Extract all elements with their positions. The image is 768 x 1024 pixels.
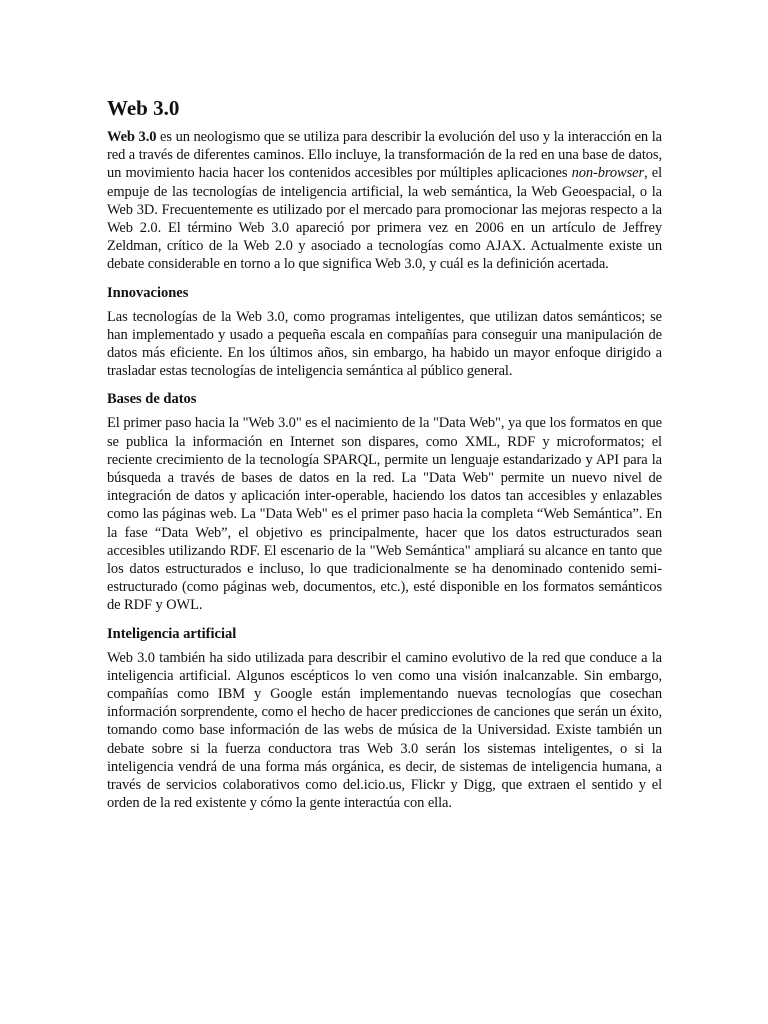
section-body-inteligencia-artificial: Web 3.0 también ha sido utilizada para describir el camino evolutivo de la red que conduce a la inteligencia artificial. Algunos escépticos lo ven como una visión inalcanzable. Sin embargo, compañías como IBM y Google están implementando nuevas tecnologías que cosechan información sorprendente, como el hecho de hacer predicciones de canciones que serán un éxito, tomando como base información de las webs de música de la Universidad. Existe también un debate sobre si la fuerza conductora tras Web 3.0 serán los sistemas inteligentes, o si la inteligencia vendrá de una forma más orgánica, es decir, de sistemas de inteligencia humana, a través de servicios colaborativos como del.icio.us, Flickr y Digg, que extraen el sentido y el orden de la red existente y cómo la gente interactúa con ella. — [107, 649, 662, 812]
intro-paragraph — [107, 128, 662, 274]
section-heading-bases-de-datos: Bases de datos — [107, 391, 197, 408]
section-body-bases-de-datos: El primer paso hacia la "Web 3.0" es el nacimiento de la "Data Web", ya que los formatos en que se publica la información en Internet son dispares, como XML, RDF y microformatos; el reciente crecimiento de la tecnología SPARQL, permite un lenguaje estandarizado y API para la búsqueda a través de bases de datos en la red. La "Data Web" permite un nuevo nivel de integración de datos y aplicación inter-operable, haciendo los datos tan accesibles y enlazables como las páginas web. La "Data Web" es el primer paso hacia la completa “Web Semántica”. En la fase “Data Web”, el objetivo es principalmente, hacer que los datos estructurados sean accesibles utilizando RDF. El escenario de la "Web Semántica" ampliará su alcance en tanto que los datos estructurados e incluso, lo que tradicionalmente se ha denominado contenido semi-estructurado (como páginas web, documentos, etc.), esté disponible en los formatos semánticos de RDF y OWL. — [107, 415, 662, 614]
document-page — [107, 96, 662, 813]
intro-text-part2: , el empuje de las tecnologías de inteligencia artificial, la web semántica, la Web Geoespacial, o la Web 3D. Frecuentemente es utilizado por el mercado para promocionar las mejoras respecto a la Web 2.0. El término Web 3.0 apareció por primera vez en 2006 en un artículo de Jeffrey Zeldman, crítico de la Web 2.0 y asociado a tecnologías como AJAX. Actualmente existe un debate considerable en torno a lo que significa Web 3.0, y cuál es la definición acertada. — [107, 165, 662, 273]
document-title: Web 3.0 — [107, 96, 180, 120]
section-body-innovaciones: Las tecnologías de la Web 3.0, como programas inteligentes, que utilizan datos semánticos; se han implementado y usado a pequeña escala en compañías para conseguir una manipulación de datos más eficiente. En los últimos años, sin embargo, ha habido un mayor enfoque dirigido a trasladar estas tecnologías de inteligencia semántica al público general. — [107, 308, 662, 380]
section-heading-inteligencia-artificial: Inteligencia artificial — [107, 625, 237, 642]
intro-text-part1: es un neologismo que se utiliza para describir la evolución del uso y la interacción en la red a través de diferentes caminos. Ello incluye, la transformación de la red en una base de datos, un movimiento hacia hacer los contenidos accesibles por múltiples aplicaciones — [107, 129, 662, 182]
section-heading-innovaciones: Innovaciones — [107, 284, 189, 301]
intro-emphasis: non-browser — [571, 165, 645, 182]
intro-lead-term: Web 3.0 — [107, 129, 157, 145]
